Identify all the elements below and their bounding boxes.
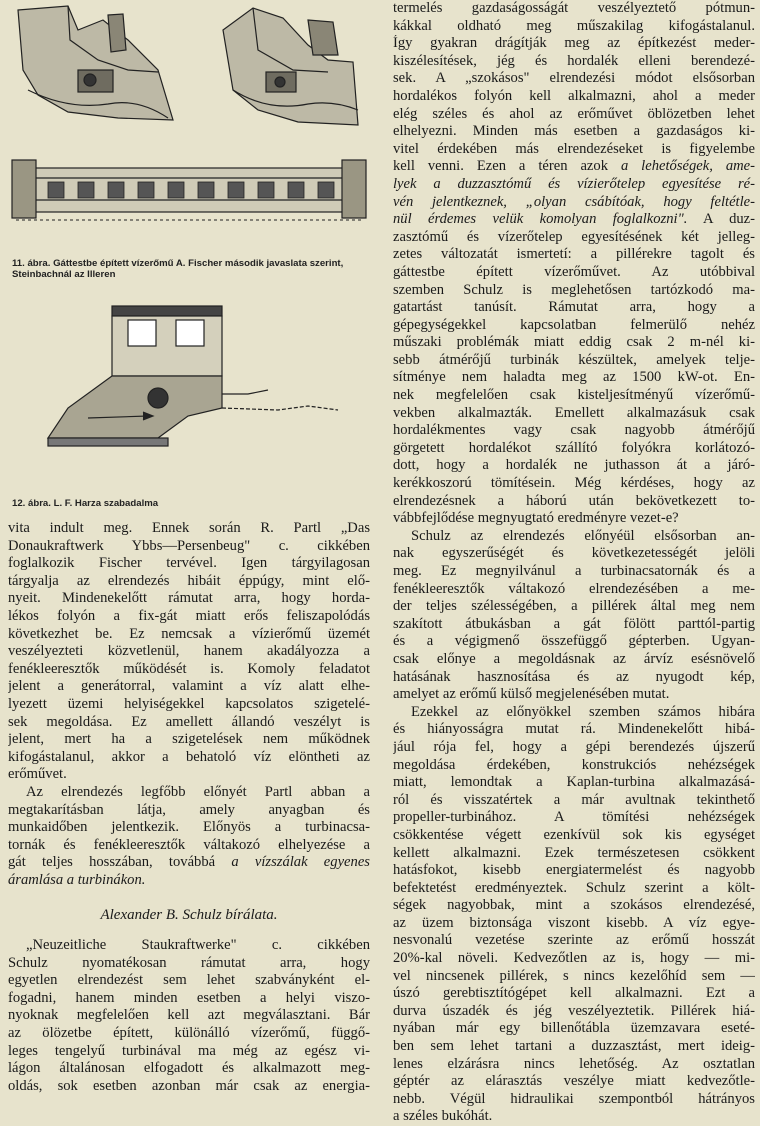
text-line: foglalkozik Fischer tervével. Igen tárgyilagosan (8, 555, 370, 572)
text-line: hordalékos folyón kell alkalmazni, ahol a meder (393, 87, 755, 104)
text-line: 20%-kal növeli. Kedvezőtlen az is, hogy — mi- (393, 950, 755, 967)
text-line: Az elrendezés legfőbb előnyét Partl abban a (26, 783, 370, 800)
figure-11 (8, 0, 370, 280)
italic-text: lyek a duzzasztómű és vízierőtelep egyesítése ré- (393, 175, 755, 192)
text-line: nyoknak megfelelően kell azt megválasztani. Bár (8, 1007, 370, 1024)
text-line: leges tengelyű turbinával ma még az egész vi- (8, 1042, 370, 1059)
text-line: a széles bukóhát. (393, 1108, 493, 1125)
text-line: csökkentése végett ezenkívül sok kis egységet (393, 826, 755, 843)
text-line: termelés gazdaságosságát veszélyeztető pótmun- (393, 0, 755, 16)
text-line: propeller-turbinához. A tömítési nehézségek (393, 809, 755, 826)
text-line: géptér az elárasztás veszélye miatt kedvezőtle- (393, 1073, 755, 1090)
text-line: ben sem lehet tartani a duzzasztást, mert ideig- (393, 1038, 755, 1055)
text-line: elég széles és ahol az erőművet öblözetben lehet (393, 105, 755, 122)
text-line: gatartást tanúsít. Rámutat arra, hogy a (393, 299, 755, 316)
text-line: az ölözetbe épített, különálló vízerőmű, függő- (8, 1025, 370, 1042)
text-line: hordalékmentes vagy csak nagyobb átmérőjű (393, 422, 755, 439)
figure-12-caption: 12. ábra. L. F. Harza szabadalma (12, 498, 159, 509)
text-line: vábbfejlődése megnyugtató eredményre vezet-e? (393, 510, 679, 527)
text-line: ségek nagyobbak, mint a szokásos elrendezésé, (393, 897, 755, 914)
left-column (8, 0, 370, 1094)
text-line: veszélyezteti közvetlenül, hanem akadályozza a (8, 643, 370, 660)
italic-text: a vízszálak egyenes (231, 854, 370, 871)
italic-text: áramlása a turbinákon. (8, 871, 146, 888)
text-line: fogadni, hanem minden esetben a helyi viszo- (8, 989, 370, 1006)
harza-patent-drawing (8, 298, 370, 458)
text-line: tárgyalja az elrendezés hibáit éppúgy, mint elő- (8, 572, 370, 589)
text-line: nül érdemes velük komolyan foglalkozni". A duz- (393, 211, 755, 228)
text-line: nesvonalú vezetése szerinte az erőmű hosszát (393, 932, 755, 949)
text-line: fenékleeresztők működését is. Komoly feladatot (8, 660, 370, 677)
text-line: Donaukraftwerk Ybbs—Persenbeug" c. cikkében (8, 537, 370, 554)
paragraph (8, 955, 370, 1096)
paragraph (393, 0, 755, 528)
text-line: nak egyszerűségét és következetességét jelöli (393, 545, 755, 562)
text-line: oldás, sok esetben azonban már csak az energia- (8, 1077, 370, 1094)
text-line: kell venni. Ezen a téren azok a lehetőségek, ame- (393, 158, 755, 175)
text-line: elhelyezni. Minden más esetben a gazdaságos ki- (393, 123, 755, 140)
text-line: jelent a generátorral, valamint a víz alatt elhe- (8, 678, 370, 695)
text-line: miatt, lemondtak a Kaplan-turbina alkalmazásá- (393, 774, 755, 791)
text-line: nyeit. Mindenekelőtt rámutat arra, hogy horda- (8, 590, 370, 607)
text-line: lékos folyón a fix-gát miatt erős feliszapolódás (8, 607, 370, 624)
text-line: kiszélesítések, jég és hordalék elleni berendezé- (393, 52, 755, 69)
text-line: kerékkoszorú tömítésein. Még kérdéses, hogy az (393, 475, 755, 492)
text-line: kifogástalanul, akkor a behatoló víz elöntheti az (8, 748, 370, 765)
text-line: vekben alkalmazták. Emellett alkalmazásuk csak (393, 404, 755, 421)
italic-text: a lehetőségek, ame- (620, 158, 755, 175)
text-line: sek. A „szokásos" elrendezési módot elsősorban (393, 70, 755, 87)
text-line: az üzem biztonsága viszont kisebb. A víz egye- (393, 914, 755, 931)
section-heading: Alexander B. Schulz bírálata. (100, 907, 278, 924)
text-line: dott, hogy a hordalék ne juthasson át a járó- (393, 457, 755, 474)
text-line: és hiányosságra mutat rá. Mindenekelőtt hibá- (393, 721, 755, 738)
text-line: zasztómű és vízerőtelep egyesítésének két jelleg- (393, 228, 755, 245)
text-line: jelent, mert ha a szigetelések nem működnek (8, 731, 370, 748)
text-line: nebb. Végül hidraulikai szempontból hátrányos (393, 1090, 755, 1107)
text-line: kákkal oldható meg műszakilag kifogástalanul. (393, 17, 755, 34)
text-line: durva úszadék és jég veszélyeztetik. Pillérek hiá- (393, 1002, 755, 1019)
text-line: következhet be. Ez nemcsak a vízierőmű üzemét (8, 625, 370, 642)
text-line: lenes elzárásra nincs lehetőség. Az osztatlan (393, 1055, 755, 1072)
text-line: vita indult meg. Ennek során R. Partl „Das (8, 520, 370, 536)
text-line: der teljes szélességében, a pillérek által meg nem (393, 598, 755, 615)
text-line: amelyet az erőmű külső megjelenésében mutat. (393, 686, 670, 703)
text-line: Schulz az elrendezés előnyéül elsősorban an- (411, 527, 755, 544)
text-line: megtakarításban látja, amely anyagban és (8, 801, 370, 818)
paragraph (393, 704, 755, 1126)
text-line: befektetést eredményeztek. Schulz szerint a költ- (393, 879, 755, 896)
text-line (393, 176, 755, 194)
text-line: és a végigmenő összefüggő gépterben. Ugyan- (393, 633, 755, 650)
text-line: sítménye nem haladta meg az 1500 kW-ot. En- (393, 369, 755, 386)
text-line: fenékleeresztők váltakozó elrendezésében a me- (393, 580, 755, 597)
text-line: lágon általánosan elfogadott és alkalmazott meg- (8, 1060, 370, 1077)
text-line: lyezett üzemi helyiségekkel kapcsolatos szigetelé- (8, 695, 370, 712)
left-text (8, 520, 370, 1095)
text-line: úszó gerebtisztítógépet kell alkalmazni. Ezt a (393, 985, 755, 1002)
text-line: sek megoldása. Ez amellett állandó veszélyt is (8, 713, 370, 730)
text-line: jául rója fel, hogy a gépi berendezés újszerű (393, 738, 755, 755)
paragraph (8, 784, 370, 802)
paragraph (393, 528, 755, 704)
text-line: elrendezésnek a háború után bekövetkezett to- (393, 492, 755, 509)
text-line: gát teljes hosszában, továbbá a vízszálak egyenes (8, 854, 370, 871)
text-line: gépegységekkel kapcsolatban felmerülő nehéz (393, 316, 755, 333)
text-line: nyában már egy billenőtábla üzemzavara eseté- (393, 1020, 755, 1037)
text-line: ról és visszatértek a már avultnak tekinthető (393, 791, 755, 808)
text-line: megoldása érdekében, konstrukciós nehézségek (393, 756, 755, 773)
paragraph (8, 802, 370, 890)
figure-11-caption: 11. ábra. Gáttestbe épített vízerőmű A. Fischer második javaslata szerint, Steinbachnál az Illeren (12, 258, 344, 280)
text-line: Schulz nyomatékosan rámutat arra, hogy (8, 954, 370, 971)
right-column (393, 0, 755, 1126)
text-line: görgetett hordalékot szállító folyókra korlátozó- (393, 439, 755, 456)
text-line: csak előnye a megoldásnak az árvíz esésnövelő (393, 650, 755, 667)
text-line (8, 872, 370, 890)
paragraph (8, 937, 370, 955)
text-line: egyetlen elrendezést sem lehet szabványként el- (8, 972, 370, 989)
dam-cross-section-drawing (8, 0, 370, 248)
text-line (393, 194, 755, 212)
italic-text: vén jelentkeznek, „olyan csábítóak, hogy feltétle- (393, 193, 755, 210)
text-line: Ezekkel az előnyökkel szemben számos hibára (411, 703, 755, 720)
text-line: Így gyakran drágítják meg az építkezést meder- (393, 35, 755, 52)
text-line: tornák és fenékleeresztők váltakozó elhelyezése a (8, 836, 370, 853)
text-line: nek megfelelően csak kisteljesítményű vízerőmű- (393, 387, 755, 404)
text-line: vitel érdekében más elrendezéseket is figyelembe (393, 140, 755, 157)
text-line: zetes változatát ismertetí: a pillérekre tagolt és (393, 246, 755, 263)
text-line: erőművet. (8, 766, 67, 783)
text-line: sebb átmérőjű turbinák készültek, amelyek telje- (393, 351, 755, 368)
text-line: hatásának hasznosítása és az nyugodt kép, (393, 668, 755, 685)
text-line: szakított átbukásban a gát fölött parttól-partig (393, 615, 755, 632)
text-line: munkaidőben jelentkezik. Előnyös a turbinacsa- (8, 819, 370, 836)
text-line: vel nincsenek pillérek, s nincs kezelőhíd sem — (393, 967, 755, 984)
text-line: „Neuzeitliche Staukraftwerke" c. cikkében (26, 937, 370, 954)
text-line: meg. Ez megnyilvánul a turbinacsatornák és a (393, 563, 755, 579)
text-line: szemben Schulz is meglehetősen tartózkodó ma- (393, 281, 755, 298)
paragraph (8, 520, 370, 784)
text-line: gáttestbe épített vízerőművet. Az utóbbival (393, 263, 755, 280)
text-line: műszaki problémák miatt eddig csak 2 m-nél ki- (393, 334, 755, 351)
italic-text: nül érdemes velük komolyan foglalkozni". (393, 211, 688, 228)
text-line: kellett alkalmazni. Ezek természetesen csökkent (393, 844, 755, 861)
text-line: hatásfokot, kisebb energiatermelést és nagyobb (393, 862, 755, 879)
